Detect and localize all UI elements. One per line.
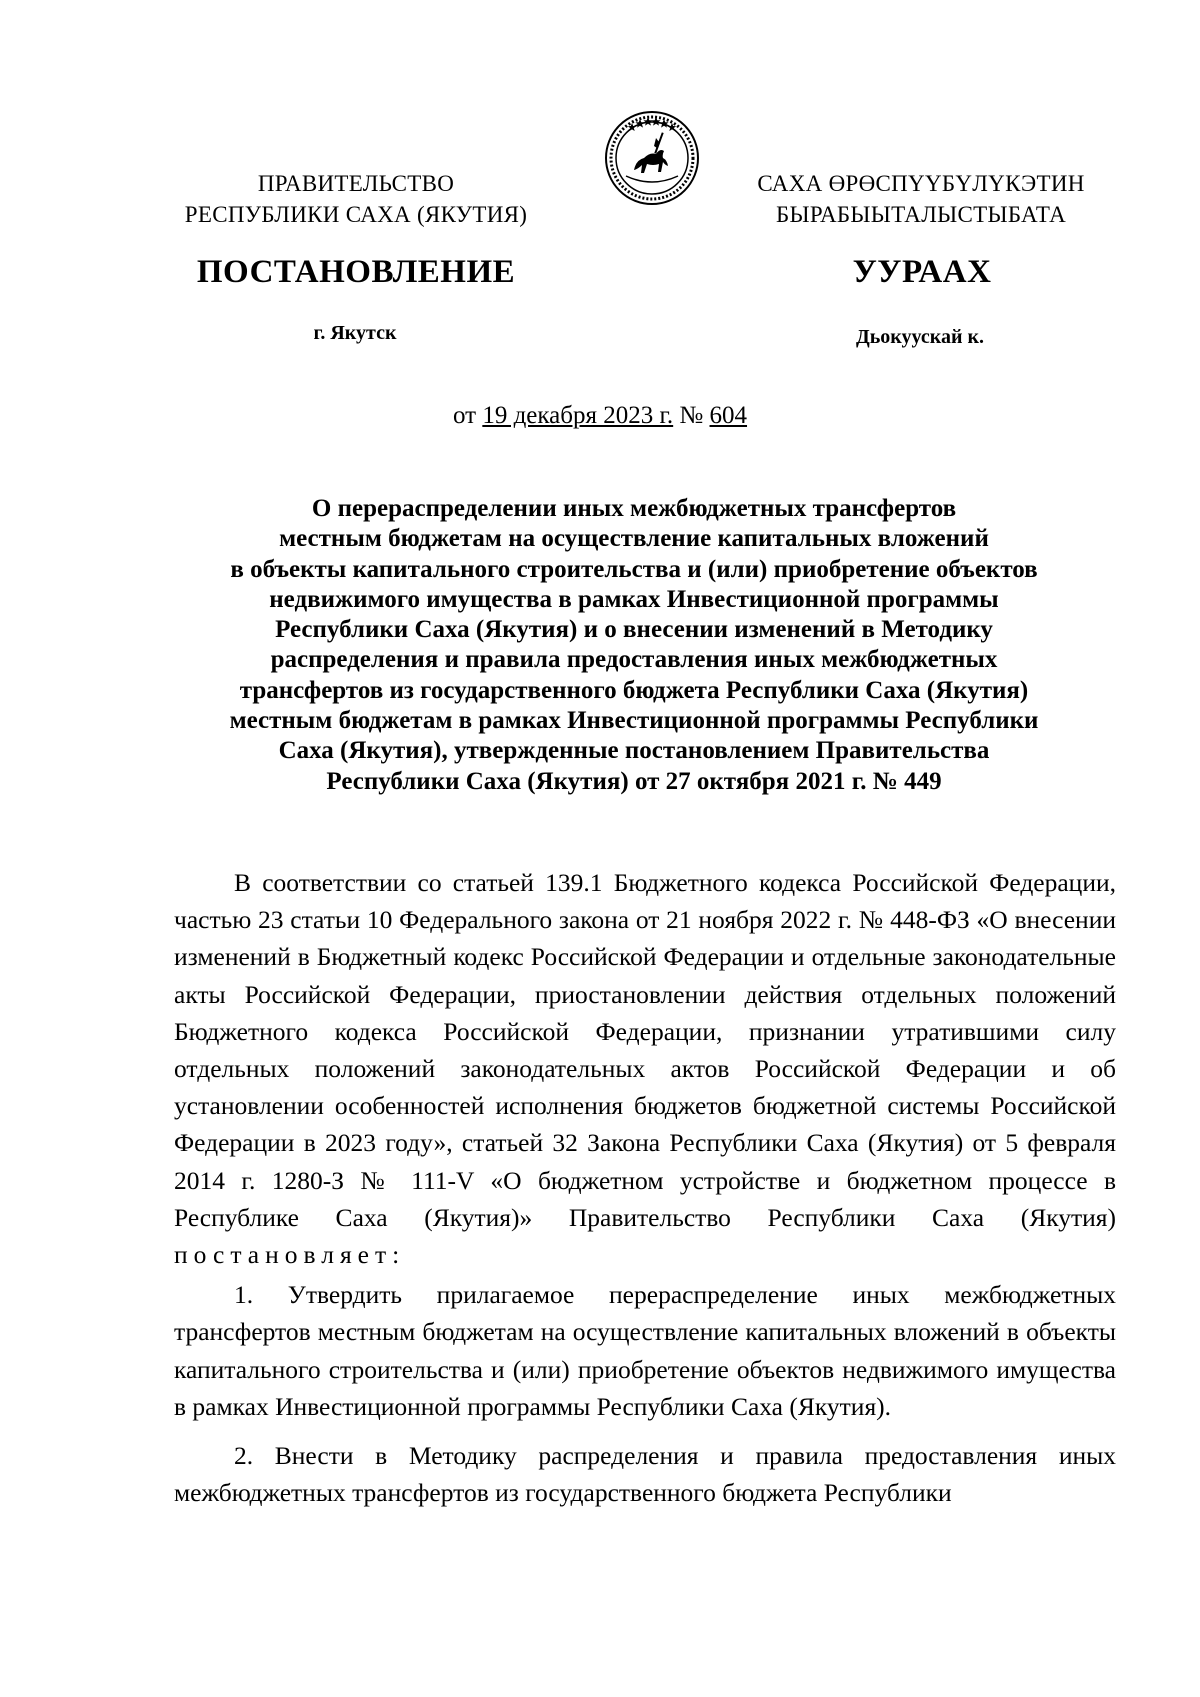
- title-line: О перераспределении иных межбюджетных трансфертов: [311, 495, 957, 522]
- number-sign: №: [673, 402, 710, 429]
- org-name-russian-line1: ПРАВИТЕЛЬСТВО: [257, 171, 455, 196]
- title-line: распределения и правила предоставления иных межбюджетных: [270, 646, 998, 674]
- document-date-number: [0, 402, 1200, 430]
- city-russian: г. Якутск: [313, 322, 397, 344]
- org-name-russian: [168, 168, 544, 230]
- doc-type-yakut: УУРААХ: [852, 254, 992, 290]
- document-body: [174, 864, 1116, 1511]
- clause-1-paragraph: 1. Утвердить прилагаемое перераспределение иных межбюджетных трансфертов местным бюджетам на осуществление капитальных вложений в объекты капитального строительства и (или) приобретение объектов недвижимого имущества в рамках Инвестиционной программы Республики Саха (Якутия).: [174, 1280, 1116, 1421]
- document-number: 604: [709, 402, 748, 429]
- coat-of-arms-icon: [604, 110, 700, 206]
- title-line: в объекты капитального строительства и (или) приобретение объектов: [230, 555, 1038, 583]
- resolves-word: постановляет:: [174, 1240, 406, 1270]
- doc-type-russian: ПОСТАНОВЛЕНИЕ: [196, 254, 516, 290]
- preamble-text: В соответствии со статьей 139.1 Бюджетного кодекса Российской Федерации, частью 23 статьи 10 Федерального закона от 21 ноября 2022 г. № 448-ФЗ «О внесении изменений в Бюджетный кодекс Российской Федерации и отдельные законодательные акты Российской Федерации, приостановлении действия отдельных положений Бюджетного кодекса Российской Федерации, признании утратившими силу отдельных положений законодательных актов Российской Федерации и об установлении особенностей исполнения бюджетов бюджетной системы Российской Федерации в 2023 году», статьей 32 Закона Республики Саха (Якутия) от 5 февраля 2014 г. 1280-З № 111-V «О бюджетном устройстве и бюджетном процессе в Республике Саха (Якутия)» Правительство Республики Саха (Якутия): [174, 868, 1116, 1232]
- date-prefix: от: [452, 402, 483, 429]
- city-yakut: Дьокуускай к.: [855, 326, 985, 348]
- org-name-russian-line2: РЕСПУБЛИКИ САХА (ЯКУТИЯ): [184, 202, 528, 227]
- org-name-yakut: [736, 168, 1106, 230]
- title-line: недвижимого имущества в рамках Инвестиционной программы: [269, 585, 999, 613]
- title-line: местным бюджетам на осуществление капитальных вложений: [279, 525, 989, 553]
- coat-of-arms-emblem: [604, 110, 700, 206]
- title-line: Республики Саха (Якутия) и о внесении изменений в Методику: [275, 616, 993, 644]
- title-line: трансфертов из государственного бюджета Республики Саха (Якутия): [239, 676, 1029, 704]
- title-line: Саха (Якутия), утвержденные постановлением Правительства: [278, 737, 990, 765]
- document-date: 19 декабря 2023 г.: [482, 402, 674, 429]
- document-title: [168, 494, 1100, 797]
- title-line: Республики Саха (Якутия) от 27 октября 2021 г. № 449: [326, 767, 942, 795]
- title-line: местным бюджетам в рамках Инвестиционной программы Республики: [229, 707, 1039, 735]
- clause-2-paragraph: 2. Внести в Методику распределения и правила предоставления иных межбюджетных трансфертов из государственного бюджета Республики: [174, 1441, 1116, 1508]
- org-name-yakut-line2: БЫРАБЫЫТАЛЫСТЫБАТА: [775, 202, 1067, 227]
- org-name-yakut-line1: САХА ӨРӨСПҮҮБҮЛҮКЭТИН: [757, 171, 1085, 196]
- preamble-paragraph: [174, 864, 1116, 1273]
